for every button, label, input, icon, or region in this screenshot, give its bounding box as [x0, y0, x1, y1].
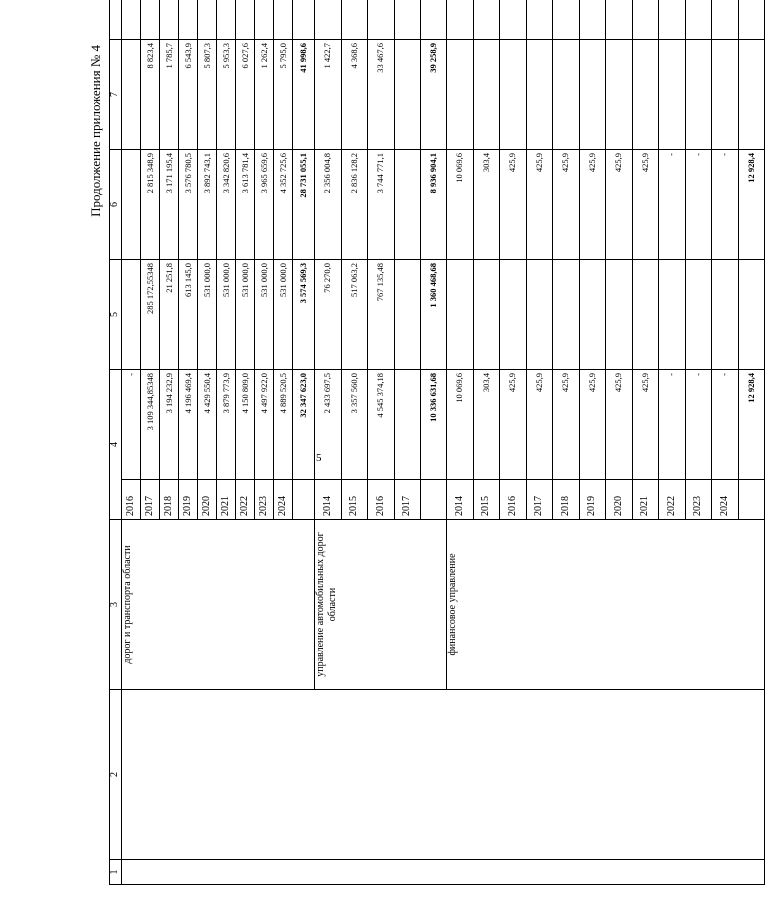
value-cell — [712, 40, 739, 150]
value-cell — [659, 40, 686, 150]
value-cell: - — [659, 370, 686, 480]
value-cell — [198, 0, 217, 40]
value-cell — [141, 0, 160, 40]
value-cell — [122, 260, 141, 370]
value-cell: 531 000,0 — [217, 260, 236, 370]
header-cell: 3 — [110, 520, 122, 690]
value-cell: 425,9 — [632, 150, 659, 260]
value-cell — [606, 260, 633, 370]
total-cell: 32 347 623,0 — [293, 370, 315, 480]
value-cell — [553, 40, 580, 150]
value-cell: 303,4 — [473, 150, 500, 260]
value-cell: - — [122, 370, 141, 480]
value-cell: 4 368,6 — [341, 40, 368, 150]
value-cell: 425,9 — [579, 150, 606, 260]
value-cell — [473, 260, 500, 370]
value-cell: 425,9 — [553, 370, 580, 480]
value-cell: 425,9 — [526, 150, 553, 260]
total-cell: 8 936 904,1 — [421, 150, 447, 260]
value-cell: 33 467,6 — [368, 40, 395, 150]
value-cell: 303,4 — [473, 370, 500, 480]
value-cell — [394, 370, 421, 480]
value-cell: 4 196 469,4 — [179, 370, 198, 480]
year-cell: 2014 — [447, 480, 474, 520]
value-cell — [394, 40, 421, 150]
year-cell-empty — [293, 480, 315, 520]
value-cell: 1 785,7 — [160, 40, 179, 150]
header-row — [110, 0, 122, 885]
year-cell-empty — [738, 480, 764, 520]
value-cell — [632, 40, 659, 150]
value-cell — [685, 260, 712, 370]
value-cell — [122, 150, 141, 260]
table-row — [122, 0, 141, 885]
value-cell — [606, 0, 633, 40]
value-cell: 10 069,6 — [447, 370, 474, 480]
year-cell: 2024 — [712, 480, 739, 520]
value-cell — [712, 0, 739, 40]
total-cell: 1 360 468,68 — [421, 260, 447, 370]
value-cell: 1 422,7 — [315, 40, 342, 150]
value-cell: 1 262,4 — [255, 40, 274, 150]
year-cell: 2020 — [606, 480, 633, 520]
value-cell: 767 135,48 — [368, 260, 395, 370]
value-cell — [160, 0, 179, 40]
value-cell: 5 807,3 — [198, 40, 217, 150]
executor-label: финансовое управление — [447, 520, 765, 690]
value-cell — [526, 260, 553, 370]
header-cell: 6 — [110, 150, 122, 260]
year-cell: 2019 — [179, 480, 198, 520]
value-cell — [553, 0, 580, 40]
value-cell — [659, 260, 686, 370]
col1-cell — [122, 860, 765, 885]
value-cell — [447, 0, 474, 40]
year-cell: 2015 — [341, 480, 368, 520]
value-cell — [579, 40, 606, 150]
value-cell — [712, 260, 739, 370]
value-cell — [526, 0, 553, 40]
value-cell — [179, 0, 198, 40]
value-cell: 425,9 — [632, 370, 659, 480]
value-cell — [473, 0, 500, 40]
value-cell: 10 069,6 — [447, 150, 474, 260]
total-cell: 3 574 569,3 — [293, 260, 315, 370]
year-cell: 2016 — [500, 480, 527, 520]
value-cell — [255, 0, 274, 40]
value-cell: - — [685, 370, 712, 480]
total-cell — [293, 0, 315, 40]
executor-label: управление автомобильных дорог области — [315, 520, 447, 690]
value-cell — [368, 0, 395, 40]
total-cell: 12 928,4 — [738, 370, 764, 480]
value-cell — [341, 0, 368, 40]
value-cell: - — [685, 150, 712, 260]
value-cell — [685, 0, 712, 40]
value-cell: 2 433 697,5 — [315, 370, 342, 480]
value-cell — [632, 0, 659, 40]
value-cell — [579, 0, 606, 40]
appendix-table — [109, 0, 765, 885]
year-cell: 2019 — [579, 480, 606, 520]
value-cell — [685, 40, 712, 150]
value-cell — [394, 260, 421, 370]
value-cell: 425,9 — [500, 150, 527, 260]
value-cell: - — [712, 370, 739, 480]
value-cell: 3 744 771,1 — [368, 150, 395, 260]
value-cell — [579, 260, 606, 370]
year-cell: 2021 — [217, 480, 236, 520]
year-cell: 2017 — [141, 480, 160, 520]
value-cell: 5 953,3 — [217, 40, 236, 150]
value-cell: 6 543,9 — [179, 40, 198, 150]
year-cell: 2020 — [198, 480, 217, 520]
value-cell: 4 889 520,5 — [274, 370, 293, 480]
value-cell — [447, 40, 474, 150]
value-cell — [394, 150, 421, 260]
year-cell: 2015 — [473, 480, 500, 520]
year-cell: 2023 — [255, 480, 274, 520]
value-cell — [236, 0, 255, 40]
year-cell: 2022 — [659, 480, 686, 520]
value-cell — [632, 260, 659, 370]
value-cell: 425,9 — [500, 370, 527, 480]
total-cell: 28 731 055,1 — [293, 150, 315, 260]
year-cell: 2016 — [368, 480, 395, 520]
total-cell — [738, 0, 764, 40]
value-cell: 21 251,8 — [160, 260, 179, 370]
value-cell — [659, 0, 686, 40]
value-cell: 425,9 — [553, 150, 580, 260]
value-cell: 2 815 348,9 — [141, 150, 160, 260]
year-cell-empty — [421, 480, 447, 520]
value-cell: 613 145,0 — [179, 260, 198, 370]
value-cell — [122, 40, 141, 150]
header-cell: 4 — [110, 370, 122, 520]
header-cell — [110, 0, 122, 40]
total-cell: 39 258,9 — [421, 40, 447, 150]
year-cell: 2014 — [315, 480, 342, 520]
value-cell: 4 352 725,6 — [274, 150, 293, 260]
value-cell: 4 429 550,4 — [198, 370, 217, 480]
value-cell: 6 027,6 — [236, 40, 255, 150]
continuation-title: Продолжение приложения № 4 — [88, 45, 103, 217]
value-cell: 2 356 004,8 — [315, 150, 342, 260]
value-cell — [500, 260, 527, 370]
value-cell: 3 171 195,4 — [160, 150, 179, 260]
year-cell: 2017 — [526, 480, 553, 520]
executor-label: дорог и транспорта области — [122, 520, 315, 690]
value-cell — [394, 0, 421, 40]
value-cell: - — [659, 150, 686, 260]
value-cell: 4 545 374,18 — [368, 370, 395, 480]
value-cell — [473, 40, 500, 150]
year-cell: 2024 — [274, 480, 293, 520]
value-cell — [606, 40, 633, 150]
year-cell: 2018 — [160, 480, 179, 520]
value-cell — [274, 0, 293, 40]
year-cell: 2021 — [632, 480, 659, 520]
value-cell — [315, 0, 342, 40]
header-cell: 2 — [110, 690, 122, 860]
header-cell: 5 — [110, 260, 122, 370]
value-cell: 517 063,2 — [341, 260, 368, 370]
value-cell: 285 172,55348 — [141, 260, 160, 370]
value-cell: 531 000,0 — [198, 260, 217, 370]
total-cell — [421, 0, 447, 40]
value-cell: 3 613 781,4 — [236, 150, 255, 260]
value-cell: - — [712, 150, 739, 260]
value-cell: 425,9 — [606, 150, 633, 260]
year-cell: 2017 — [394, 480, 421, 520]
year-cell: 2016 — [122, 480, 141, 520]
total-cell: 10 336 631,68 — [421, 370, 447, 480]
value-cell — [500, 40, 527, 150]
value-cell: 3 357 560,0 — [341, 370, 368, 480]
year-cell: 2018 — [553, 480, 580, 520]
value-cell: 8 823,4 — [141, 40, 160, 150]
value-cell — [500, 0, 527, 40]
header-cell: 1 — [110, 860, 122, 885]
value-cell: 4 497 922,0 — [255, 370, 274, 480]
value-cell: 425,9 — [526, 370, 553, 480]
total-cell: 41 998,6 — [293, 40, 315, 150]
value-cell: 5 795,0 — [274, 40, 293, 150]
value-cell — [217, 0, 236, 40]
value-cell — [447, 260, 474, 370]
total-cell: 12 928,4 — [738, 150, 764, 260]
total-cell — [738, 260, 764, 370]
value-cell: 4 150 809,0 — [236, 370, 255, 480]
value-cell: 531 000,0 — [274, 260, 293, 370]
value-cell: 2 836 128,2 — [341, 150, 368, 260]
col2-cell — [122, 690, 765, 860]
value-cell — [553, 260, 580, 370]
value-cell: 425,9 — [606, 370, 633, 480]
year-cell: 2023 — [685, 480, 712, 520]
value-cell: 531 000,0 — [255, 260, 274, 370]
value-cell: 3 879 773,9 — [217, 370, 236, 480]
rotated-table-page — [88, 35, 756, 885]
header-cell: 7 — [110, 40, 122, 150]
value-cell: 3 342 820,6 — [217, 150, 236, 260]
value-cell: 425,9 — [579, 370, 606, 480]
value-cell: 3 576 780,5 — [179, 150, 198, 260]
total-cell — [738, 40, 764, 150]
value-cell — [526, 40, 553, 150]
year-cell: 2022 — [236, 480, 255, 520]
value-cell: 76 270,0 — [315, 260, 342, 370]
value-cell: 3 965 659,6 — [255, 150, 274, 260]
value-cell: 3 109 344,85348 — [141, 370, 160, 480]
page-number: 5 — [316, 452, 322, 464]
value-cell: 531 000,0 — [236, 260, 255, 370]
value-cell — [122, 0, 141, 40]
value-cell: 3 194 232,9 — [160, 370, 179, 480]
value-cell: 3 892 743,1 — [198, 150, 217, 260]
